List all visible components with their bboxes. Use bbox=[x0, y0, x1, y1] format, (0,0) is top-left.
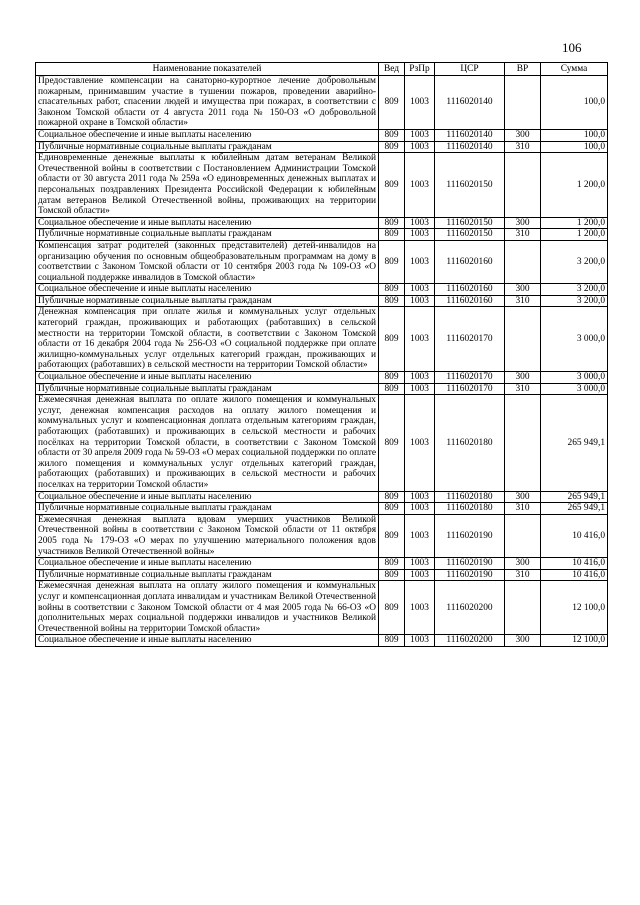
cell-rzpr: 1003 bbox=[405, 129, 435, 141]
cell-vr bbox=[505, 514, 541, 557]
cell-ved: 809 bbox=[379, 141, 405, 153]
cell-rzpr: 1003 bbox=[405, 558, 435, 570]
table-row bbox=[36, 569, 608, 581]
cell-csr: 1116020190 bbox=[435, 514, 505, 557]
table-row bbox=[36, 514, 608, 557]
cell-sum: 3 200,0 bbox=[541, 240, 608, 283]
cell-ved: 809 bbox=[379, 514, 405, 557]
cell-sum: 3 200,0 bbox=[541, 284, 608, 296]
header-ved: Вед bbox=[379, 63, 405, 76]
cell-csr: 1116020150 bbox=[435, 217, 505, 229]
cell-csr: 1116020200 bbox=[435, 635, 505, 647]
cell-name: Социальное обеспечение и иные выплаты населению bbox=[36, 558, 379, 570]
cell-csr: 1116020180 bbox=[435, 491, 505, 503]
cell-ved: 809 bbox=[379, 229, 405, 241]
cell-sum: 3 200,0 bbox=[541, 295, 608, 307]
cell-rzpr: 1003 bbox=[405, 372, 435, 384]
cell-vr bbox=[505, 240, 541, 283]
cell-sum: 265 949,1 bbox=[541, 395, 608, 491]
cell-ved: 809 bbox=[379, 284, 405, 296]
cell-csr: 1116020140 bbox=[435, 141, 505, 153]
cell-rzpr: 1003 bbox=[405, 581, 435, 635]
cell-rzpr: 1003 bbox=[405, 395, 435, 491]
cell-name: Социальное обеспечение и иные выплаты населению bbox=[36, 372, 379, 384]
cell-vr: 300 bbox=[505, 129, 541, 141]
cell-sum: 100,0 bbox=[541, 141, 608, 153]
cell-rzpr: 1003 bbox=[405, 383, 435, 395]
table-row bbox=[36, 141, 608, 153]
page-number: 106 bbox=[562, 40, 582, 55]
cell-rzpr: 1003 bbox=[405, 503, 435, 515]
cell-rzpr: 1003 bbox=[405, 514, 435, 557]
cell-rzpr: 1003 bbox=[405, 284, 435, 296]
table-row bbox=[36, 635, 608, 647]
table-row bbox=[36, 491, 608, 503]
table-row bbox=[36, 295, 608, 307]
cell-rzpr: 1003 bbox=[405, 491, 435, 503]
cell-sum: 100,0 bbox=[541, 129, 608, 141]
table-row bbox=[36, 307, 608, 372]
cell-ved: 809 bbox=[379, 129, 405, 141]
cell-name: Социальное обеспечение и иные выплаты населению bbox=[36, 491, 379, 503]
cell-rzpr: 1003 bbox=[405, 635, 435, 647]
cell-csr: 1116020140 bbox=[435, 76, 505, 130]
cell-sum: 1 200,0 bbox=[541, 153, 608, 218]
cell-vr: 300 bbox=[505, 284, 541, 296]
cell-rzpr: 1003 bbox=[405, 229, 435, 241]
cell-name: Ежемесячная денежная выплата на оплату жилого помещения и коммунальных услуг и компенсационная доплата инвалидам и участникам Великой Отечественной войны в соответствии с Законом Томской области от 4 мая 2005 года № 66-ОЗ «О дополнительных мерах социальной поддержки инвалидов и участников Великой Отечественной войны на территории Томской области» bbox=[36, 581, 379, 635]
cell-vr: 310 bbox=[505, 383, 541, 395]
cell-sum: 3 000,0 bbox=[541, 307, 608, 372]
table-row bbox=[36, 153, 608, 218]
cell-csr: 1116020200 bbox=[435, 581, 505, 635]
cell-ved: 809 bbox=[379, 569, 405, 581]
table-row bbox=[36, 372, 608, 384]
cell-csr: 1116020180 bbox=[435, 395, 505, 491]
cell-ved: 809 bbox=[379, 307, 405, 372]
cell-vr: 310 bbox=[505, 569, 541, 581]
cell-rzpr: 1003 bbox=[405, 141, 435, 153]
cell-sum: 265 949,1 bbox=[541, 491, 608, 503]
cell-vr: 300 bbox=[505, 217, 541, 229]
cell-name: Социальное обеспечение и иные выплаты населению bbox=[36, 284, 379, 296]
cell-sum: 3 000,0 bbox=[541, 372, 608, 384]
cell-sum: 12 100,0 bbox=[541, 581, 608, 635]
cell-sum: 3 000,0 bbox=[541, 383, 608, 395]
cell-name: Компенсация затрат родителей (законных представителей) детей-инвалидов на организацию обучения по основным общеобразовательным программам на дому в соответствии с Законом Томской области от 10 сентября 2003 года № 109-ОЗ «О социальной поддержке инвалидов в Томской области» bbox=[36, 240, 379, 283]
cell-ved: 809 bbox=[379, 240, 405, 283]
cell-csr: 1116020160 bbox=[435, 284, 505, 296]
table-row bbox=[36, 581, 608, 635]
cell-rzpr: 1003 bbox=[405, 76, 435, 130]
cell-ved: 809 bbox=[379, 558, 405, 570]
cell-ved: 809 bbox=[379, 295, 405, 307]
cell-sum: 265 949,1 bbox=[541, 503, 608, 515]
table-row bbox=[36, 129, 608, 141]
cell-name: Денежная компенсация при оплате жилья и коммунальных услуг отдельных категорий граждан, проживающих и работающих (работавших) в сельской местности на территории Томской области, в соответствии с Законом Томской области от 16 декабря 2004 года № 256-ОЗ «О социальной поддержке при оплате жилищно-коммунальных услуг отдельных категорий граждан, проживающих и работающих (работавших) в сельской местности на территории Томской области» bbox=[36, 307, 379, 372]
cell-sum: 10 416,0 bbox=[541, 558, 608, 570]
cell-vr: 300 bbox=[505, 372, 541, 384]
cell-vr: 300 bbox=[505, 635, 541, 647]
cell-vr bbox=[505, 307, 541, 372]
budget-table bbox=[35, 62, 608, 647]
header-rzpr: РзПр bbox=[405, 63, 435, 76]
cell-rzpr: 1003 bbox=[405, 240, 435, 283]
table-row bbox=[36, 240, 608, 283]
cell-csr: 1116020170 bbox=[435, 383, 505, 395]
cell-csr: 1116020190 bbox=[435, 558, 505, 570]
table-body bbox=[36, 76, 608, 647]
cell-ved: 809 bbox=[379, 76, 405, 130]
table-row bbox=[36, 383, 608, 395]
cell-csr: 1116020140 bbox=[435, 129, 505, 141]
cell-name: Социальное обеспечение и иные выплаты населению bbox=[36, 635, 379, 647]
cell-sum: 1 200,0 bbox=[541, 217, 608, 229]
table-row bbox=[36, 558, 608, 570]
cell-csr: 1116020160 bbox=[435, 295, 505, 307]
cell-sum: 1 200,0 bbox=[541, 229, 608, 241]
cell-vr bbox=[505, 76, 541, 130]
header-sum: Сумма bbox=[541, 63, 608, 76]
cell-name: Ежемесячная денежная выплата по оплате жилого помещения и коммунальных услуг, денежная компенсация расходов на оплату жилого помещения и коммунальных услуг и компенсационная доплата отдельным категориям граждан, работающих (работавших) и проживающих в сельской местности и рабочих посёлках на территории Томской области, в соответствии с Законом Томской области от 30 апреля 2009 года № 59-ОЗ «О мерах социальной поддержки по оплате жилого помещения и коммунальных услуг отдельных категорий граждан, работающих (работавших) и проживающих в сельской местности и рабочих поселках на территории Томской области» bbox=[36, 395, 379, 491]
cell-ved: 809 bbox=[379, 372, 405, 384]
cell-name: Публичные нормативные социальные выплаты гражданам bbox=[36, 141, 379, 153]
cell-rzpr: 1003 bbox=[405, 153, 435, 218]
cell-name: Социальное обеспечение и иные выплаты населению bbox=[36, 217, 379, 229]
cell-name: Публичные нормативные социальные выплаты гражданам bbox=[36, 229, 379, 241]
cell-vr bbox=[505, 395, 541, 491]
header-vr: ВР bbox=[505, 63, 541, 76]
cell-ved: 809 bbox=[379, 491, 405, 503]
cell-ved: 809 bbox=[379, 581, 405, 635]
table-row bbox=[36, 503, 608, 515]
cell-ved: 809 bbox=[379, 383, 405, 395]
cell-rzpr: 1003 bbox=[405, 295, 435, 307]
table-row bbox=[36, 76, 608, 130]
table-row bbox=[36, 229, 608, 241]
cell-name: Публичные нормативные социальные выплаты гражданам bbox=[36, 383, 379, 395]
cell-name: Публичные нормативные социальные выплаты гражданам bbox=[36, 503, 379, 515]
cell-vr: 310 bbox=[505, 295, 541, 307]
cell-vr: 310 bbox=[505, 229, 541, 241]
cell-name: Социальное обеспечение и иные выплаты населению bbox=[36, 129, 379, 141]
cell-sum: 12 100,0 bbox=[541, 635, 608, 647]
cell-csr: 1116020180 bbox=[435, 503, 505, 515]
cell-csr: 1116020150 bbox=[435, 153, 505, 218]
cell-vr: 300 bbox=[505, 558, 541, 570]
table-row bbox=[36, 217, 608, 229]
cell-csr: 1116020170 bbox=[435, 307, 505, 372]
cell-sum: 10 416,0 bbox=[541, 514, 608, 557]
cell-vr bbox=[505, 153, 541, 218]
table-header-row bbox=[36, 63, 608, 76]
cell-ved: 809 bbox=[379, 635, 405, 647]
table-row bbox=[36, 395, 608, 491]
cell-csr: 1116020170 bbox=[435, 372, 505, 384]
cell-rzpr: 1003 bbox=[405, 569, 435, 581]
cell-csr: 1116020160 bbox=[435, 240, 505, 283]
cell-vr: 310 bbox=[505, 141, 541, 153]
cell-name: Ежемесячная денежная выплата вдовам умерших участников Великой Отечественной войны в соответствии с Законом Томской области от 11 октября 2005 года № 179-ОЗ «О мерах по улучшению материального положения вдов участников Великой Отечественной войны» bbox=[36, 514, 379, 557]
cell-ved: 809 bbox=[379, 217, 405, 229]
cell-sum: 100,0 bbox=[541, 76, 608, 130]
cell-vr bbox=[505, 581, 541, 635]
table-row bbox=[36, 284, 608, 296]
cell-ved: 809 bbox=[379, 153, 405, 218]
cell-name: Публичные нормативные социальные выплаты гражданам bbox=[36, 569, 379, 581]
cell-ved: 809 bbox=[379, 503, 405, 515]
cell-rzpr: 1003 bbox=[405, 217, 435, 229]
header-name: Наименование показателей bbox=[36, 63, 379, 76]
cell-rzpr: 1003 bbox=[405, 307, 435, 372]
cell-name: Публичные нормативные социальные выплаты гражданам bbox=[36, 295, 379, 307]
cell-vr: 300 bbox=[505, 491, 541, 503]
cell-csr: 1116020150 bbox=[435, 229, 505, 241]
cell-name: Единовременные денежные выплаты к юбилейным датам ветеранам Великой Отечественной войны в соответствии с Постановлением Администрации Томской области от 30 августа 2011 года № 259а «О единовременных денежных выплатах и персональных поздравлениях Президента Российской Федерации к юбилейным датам ветеранов Великой Отечественной войны, проживающих на территории Томской области» bbox=[36, 153, 379, 218]
cell-ved: 809 bbox=[379, 395, 405, 491]
header-csr: ЦСР bbox=[435, 63, 505, 76]
cell-sum: 10 416,0 bbox=[541, 569, 608, 581]
cell-name: Предоставление компенсации на санаторно-курортное лечение добровольным пожарным, принимавшим участие в тушении пожаров, проведении аварийно-спасательных работ, спасении людей и имущества при пожарах, в соответствии с Законом Томской области от 4 августа 2011 года № 150-ОЗ «О добровольной пожарной охране в Томской области» bbox=[36, 76, 379, 130]
cell-csr: 1116020190 bbox=[435, 569, 505, 581]
cell-vr: 310 bbox=[505, 503, 541, 515]
